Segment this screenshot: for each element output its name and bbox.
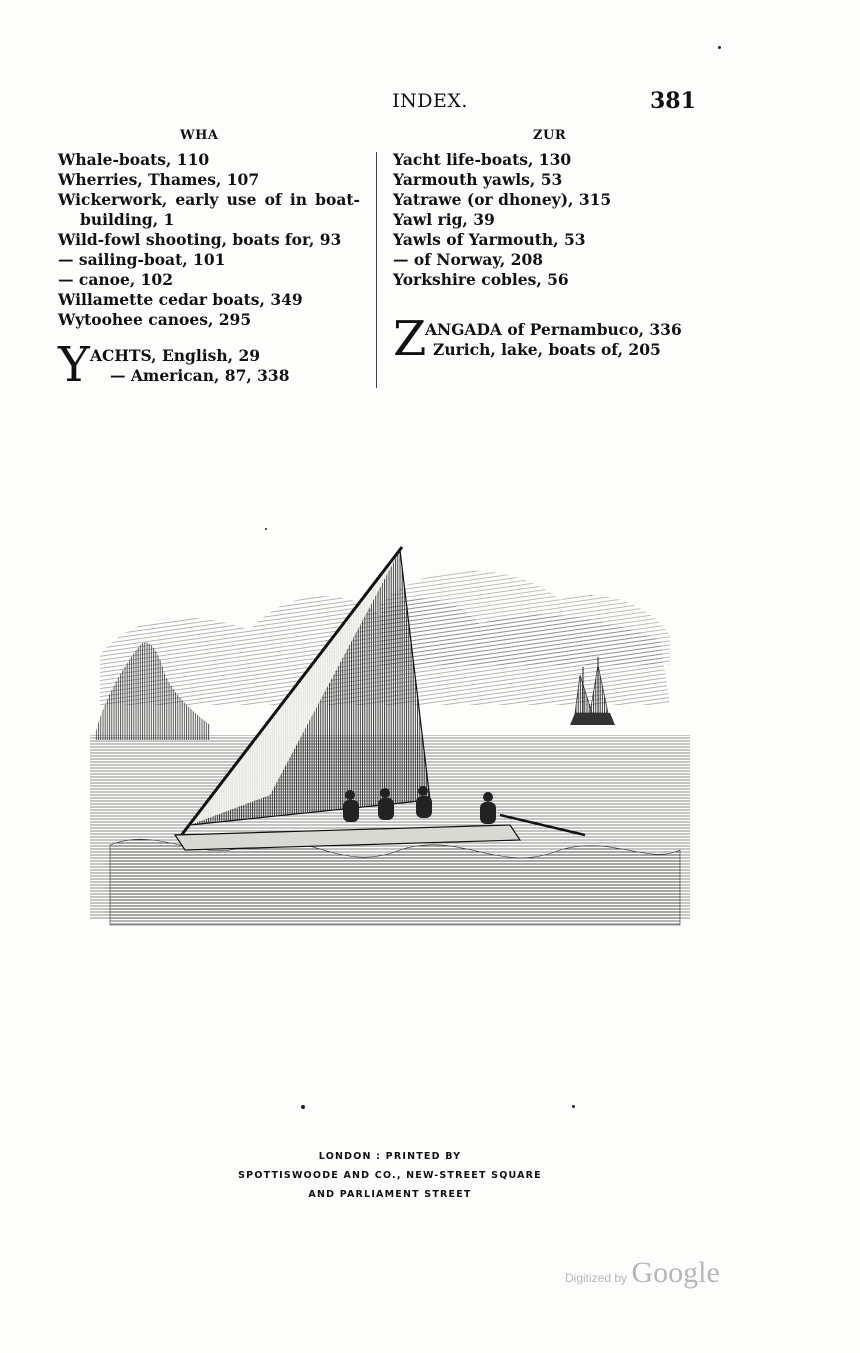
- paper-speck: [301, 1105, 305, 1109]
- printer-imprint: [0, 1147, 780, 1204]
- dropcap-letter: Z: [393, 311, 427, 367]
- index-entry: Zurich, lake, boats of, 205: [433, 340, 661, 359]
- column-divider: [376, 152, 377, 388]
- index-entry: Wickerwork, early use of in boat-building, 1: [58, 190, 360, 229]
- index-entry: — canoe, 102: [58, 270, 173, 289]
- index-entry: Whale-boats, 110: [58, 150, 210, 169]
- watermark-prefix: Digitized by: [565, 1271, 628, 1285]
- left-guide-word: WHA: [180, 128, 219, 143]
- index-entry: Wytoohee canoes, 295: [58, 310, 252, 329]
- imprint-line: SPOTTISWOODE AND CO., NEW-STREET SQUARE: [238, 1170, 542, 1181]
- index-entry: Willamette cedar boats, 349: [58, 290, 303, 309]
- index-entry: Yawl rig, 39: [393, 210, 495, 229]
- letter-section-z: [393, 311, 693, 367]
- index-entry: — of Norway, 208: [393, 250, 544, 269]
- paper-speck: [265, 528, 267, 530]
- index-entry: ANGADA of Pernambuco, 336: [425, 320, 682, 339]
- index-entry: ACHTS, English, 29: [90, 346, 261, 365]
- imprint-line: LONDON : PRINTED BY: [318, 1151, 462, 1162]
- imprint-line: AND PARLIAMENT STREET: [308, 1189, 472, 1200]
- index-entry: Yorkshire cobles, 56: [393, 270, 569, 289]
- waves: [110, 839, 680, 925]
- index-column-right: [393, 150, 693, 367]
- page-number: 381: [650, 88, 696, 114]
- paper-speck: [572, 1105, 575, 1108]
- index-entry: Yatrawe (or dhoney), 315: [393, 190, 612, 209]
- index-entry: Wild-fowl shooting, boats for, 93: [58, 230, 342, 249]
- paper-speck: [718, 46, 721, 49]
- index-entry: — American, 87, 338: [110, 366, 290, 385]
- index-entry: Wherries, Thames, 107: [58, 170, 260, 189]
- cloud-band: [380, 571, 670, 665]
- index-entry: — sailing-boat, 101: [58, 250, 226, 269]
- dropcap-letter: Y: [58, 337, 90, 393]
- letter-section-y: [58, 337, 360, 393]
- right-guide-word: ZUR: [533, 128, 567, 143]
- index-entry: Yawls of Yarmouth, 53: [393, 230, 586, 249]
- index-entry: Yacht life-boats, 130: [393, 150, 572, 169]
- index-column-left: [58, 150, 360, 393]
- watermark-brand: Google: [631, 1256, 720, 1289]
- sailing-catamaran-engraving: [80, 545, 700, 935]
- running-head: INDEX.: [392, 90, 468, 112]
- digitized-watermark: [565, 1256, 720, 1290]
- index-entry: Yarmouth yawls, 53: [393, 170, 563, 189]
